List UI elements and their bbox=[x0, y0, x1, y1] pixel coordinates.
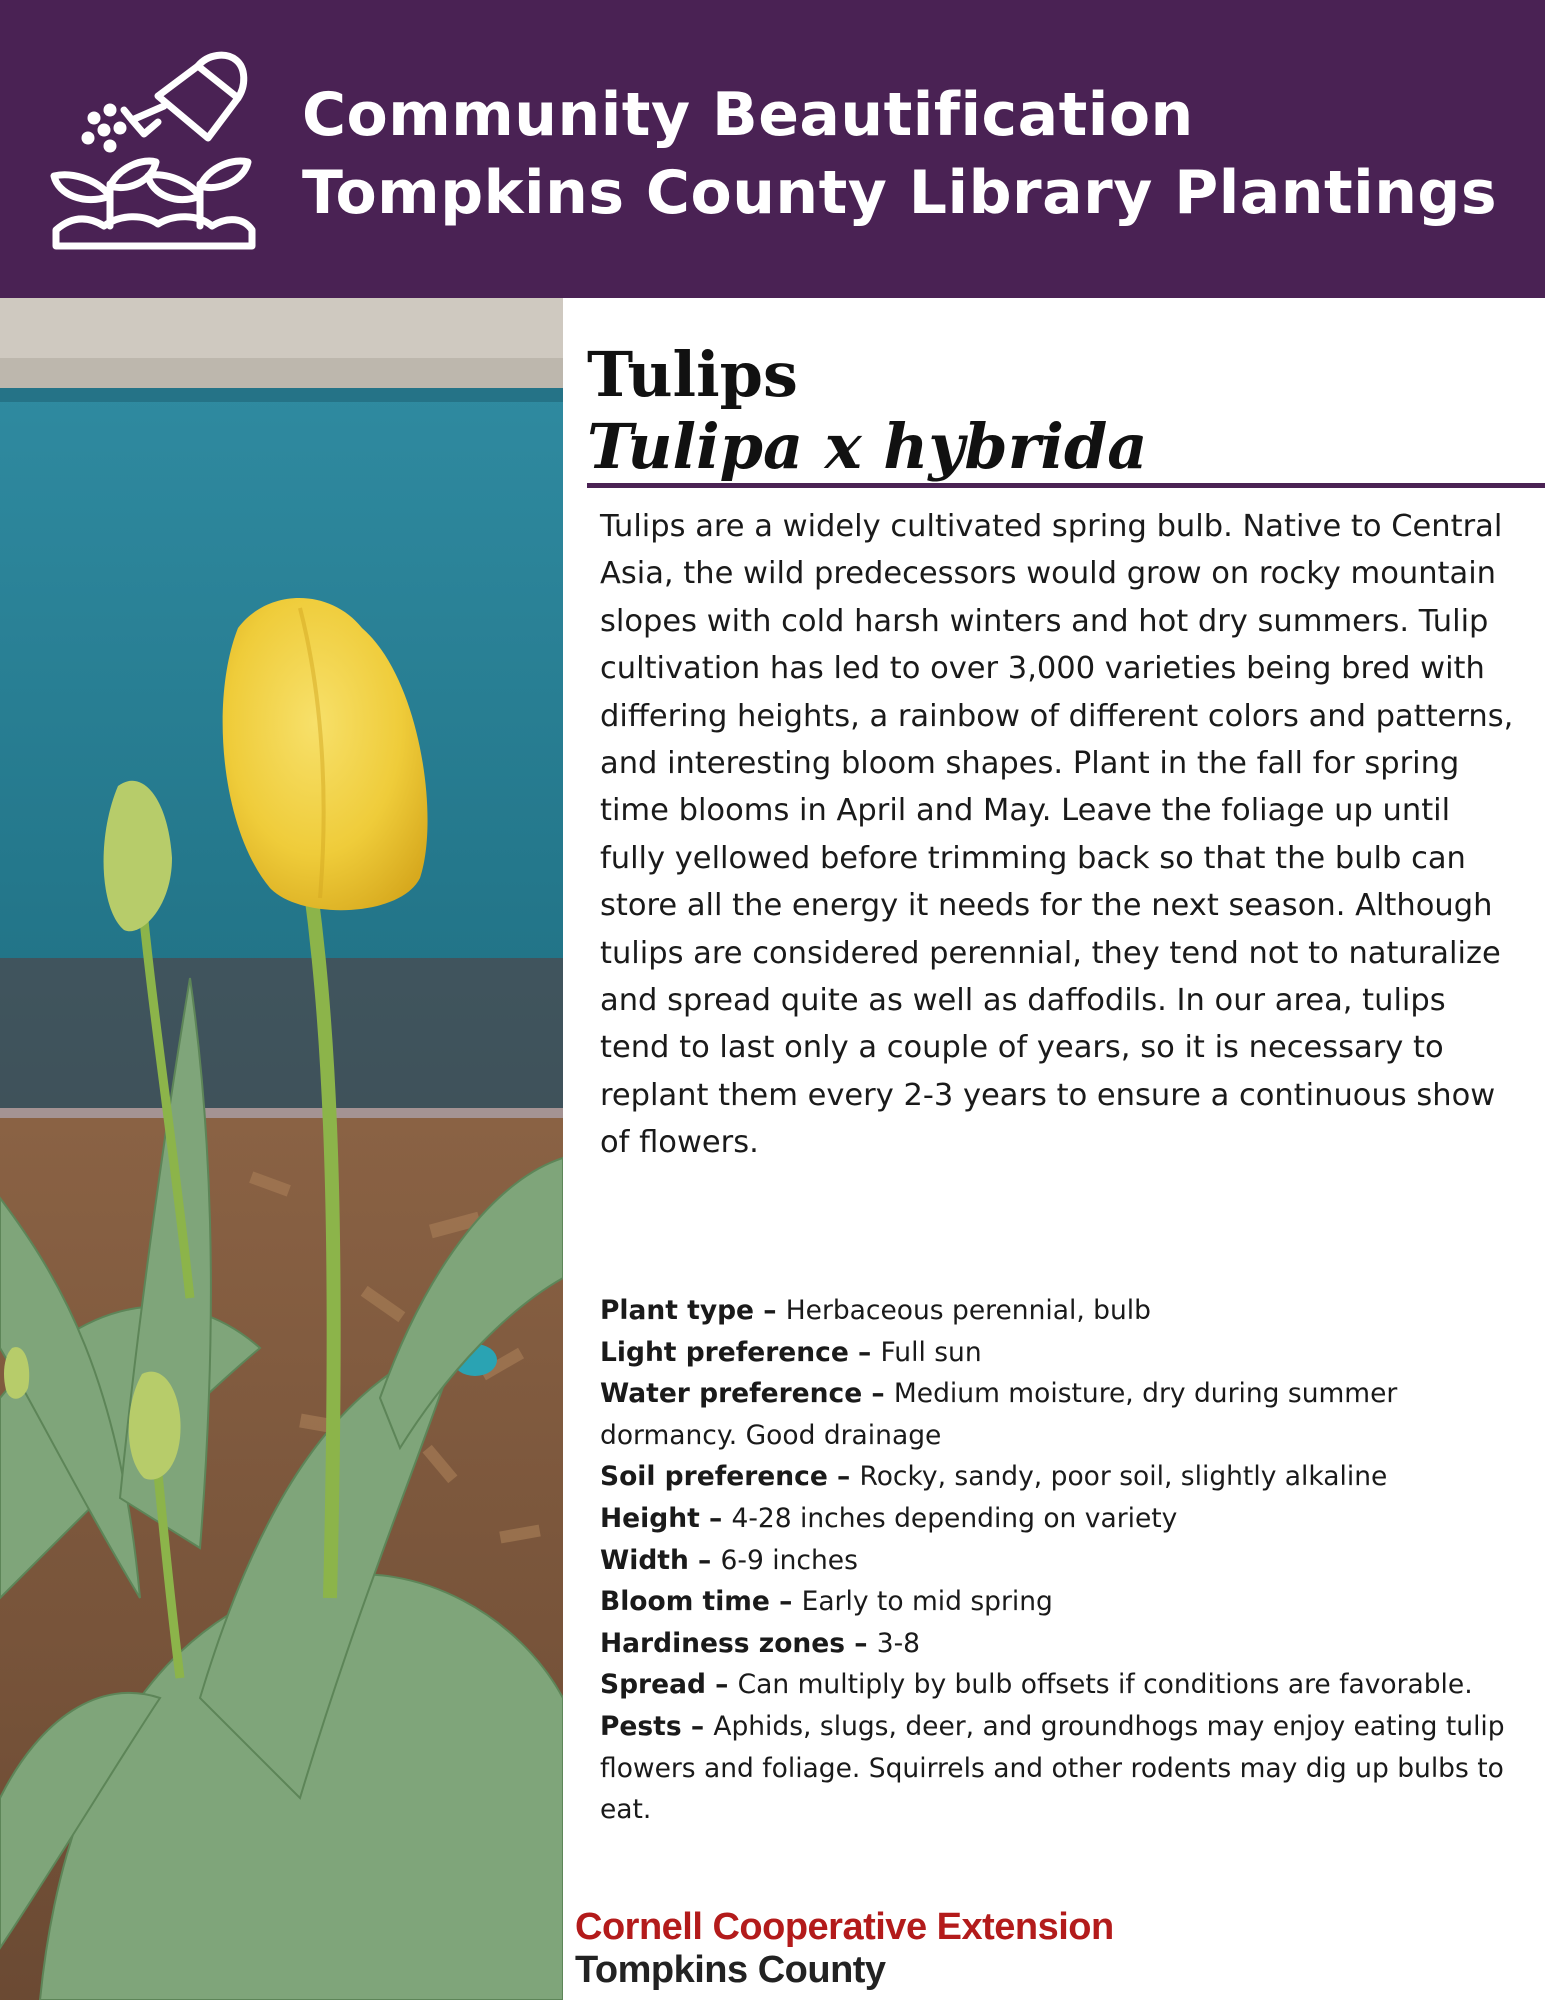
fact-value: 4-28 inches depending on variety bbox=[731, 1502, 1178, 1534]
plant-facts-list bbox=[600, 1290, 1515, 1831]
fact-label: Water preference – bbox=[600, 1378, 894, 1410]
fact-value: Medium moisture, dry during summer dormancy. Good drainage bbox=[600, 1378, 1398, 1451]
fact-value: Full sun bbox=[880, 1336, 982, 1368]
fact-item bbox=[600, 1540, 1515, 1582]
tulip-photo bbox=[0, 298, 563, 2000]
footer-organization: Cornell Cooperative Extension bbox=[575, 1906, 1114, 1948]
fact-label: Width – bbox=[600, 1544, 721, 1576]
fact-label: Light preference – bbox=[600, 1336, 881, 1368]
fact-value: 3-8 bbox=[876, 1627, 921, 1659]
fact-item bbox=[600, 1581, 1515, 1623]
fact-item bbox=[600, 1664, 1515, 1706]
fact-item bbox=[600, 1706, 1515, 1831]
plant-description: Tulips are a widely cultivated spring bulb. Native to Central Asia, the wild predecessors would grow on rocky mountain slopes with cold harsh winters and hot dry summers. Tulip cultivation has led to over 3,000 varieties being bred with differing heights, a rainbow of different colors and patterns, and interesting bloom shapes. Plant in the fall for spring time blooms in April and May. Leave the foliage up until fully yellowed before trimming back so that the bulb can store all the energy it needs for the next season. Although tulips are considered perennial, they tend not to naturalize and spread quite as well as daffodils. In our area, tulips tend to last only a couple of years, so it is necessary to replant them every 2-3 years to ensure a continuous show of flowers. bbox=[600, 509, 1514, 1161]
fact-label: Spread – bbox=[600, 1669, 738, 1701]
fact-label: Plant type – bbox=[600, 1295, 786, 1326]
fact-value: Can multiply by bulb offsets if conditions are favorable. bbox=[737, 1669, 1473, 1701]
fact-value: Aphids, slugs, deer, and groundhogs may enjoy eating tulip flowers and foliage. Squirrels and other rodents may dig up bulbs to eat. bbox=[600, 1710, 1505, 1826]
header-title-line-1: Community Beautification bbox=[302, 80, 1194, 150]
fact-item bbox=[600, 1332, 1515, 1374]
plant-latin-name: Tulipa x hybrida bbox=[587, 410, 1148, 483]
fact-value: Early to mid spring bbox=[801, 1586, 1053, 1618]
watering-can-seedlings-icon bbox=[48, 46, 260, 254]
fact-value: 6-9 inches bbox=[720, 1544, 858, 1576]
fact-item bbox=[600, 1623, 1515, 1665]
fact-item bbox=[600, 1456, 1515, 1498]
title-divider bbox=[587, 483, 1545, 488]
yellow-tulip-photo bbox=[0, 298, 563, 2000]
fact-label: Hardiness zones – bbox=[600, 1627, 877, 1659]
header-title-line-2: Tompkins County Library Plantings bbox=[302, 158, 1498, 228]
fact-item bbox=[600, 1498, 1515, 1540]
fact-label: Pests – bbox=[600, 1710, 714, 1742]
fact-value: Herbaceous perennial, bulb bbox=[785, 1295, 1151, 1326]
fact-label: Height – bbox=[600, 1502, 732, 1534]
footer-county: Tompkins County bbox=[575, 1949, 886, 1991]
fact-item bbox=[600, 1373, 1515, 1456]
fact-label: Bloom time – bbox=[600, 1586, 802, 1618]
page-header bbox=[0, 0, 1545, 298]
fact-label: Soil preference – bbox=[600, 1461, 860, 1493]
plant-common-name: Tulips bbox=[587, 338, 798, 411]
fact-item bbox=[600, 1290, 1515, 1332]
fact-value: Rocky, sandy, poor soil, slightly alkaline bbox=[859, 1461, 1388, 1493]
